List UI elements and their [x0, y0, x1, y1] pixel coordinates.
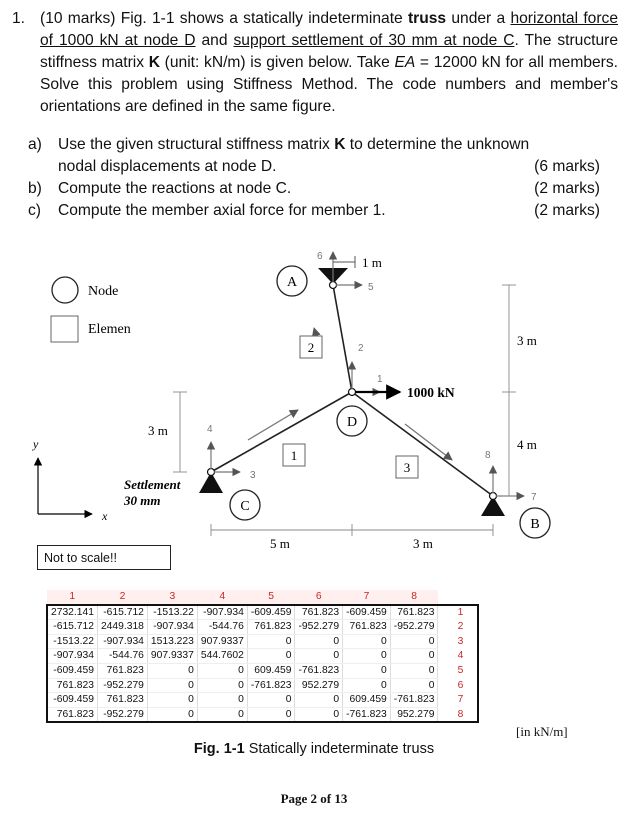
matrix-col-header: 6	[295, 590, 343, 605]
part-c	[28, 200, 606, 222]
part-a-k: K	[334, 136, 346, 153]
joint-b	[490, 493, 497, 500]
stiffness-symbol: K	[148, 54, 160, 71]
member-3-orientation-arrow	[405, 424, 452, 460]
matrix-row	[47, 707, 478, 722]
matrix-row-label: 5	[457, 664, 464, 676]
question-marks: (10 marks)	[40, 10, 116, 27]
matrix-cell: -609.459	[47, 663, 97, 678]
question-text-1: Fig. 1-1 shows a statically indeterminate	[115, 10, 408, 27]
matrix-cell: -615.712	[47, 620, 97, 635]
matrix-cell: 761.823	[295, 605, 343, 620]
question-number: 1.	[12, 10, 26, 27]
matrix-cell: 2449.318	[97, 620, 147, 635]
joint-c	[208, 469, 215, 476]
matrix-cell: -544.76	[97, 649, 147, 664]
joint-d	[349, 389, 356, 396]
code-2-label: 2	[358, 343, 364, 354]
code-1-label: 1	[377, 374, 383, 385]
matrix-cell: -952.279	[295, 620, 343, 635]
question-parts	[28, 134, 606, 222]
part-a-text	[58, 134, 529, 156]
x-axis-label: x	[102, 509, 108, 523]
part-a-marks: (6 marks)	[534, 158, 600, 175]
part-a-text-line2: nodal displacements at node D.	[58, 158, 277, 175]
member-2-line	[333, 285, 352, 392]
part-b	[28, 178, 606, 200]
matrix-row-label: 3	[457, 635, 464, 647]
legend-node-label: Node	[88, 284, 119, 299]
load-label: 1000 kN	[407, 385, 455, 400]
settlement-phrase: support settlement of 30 mm at node C	[233, 32, 515, 49]
dim-3m-right-label: 3 m	[517, 333, 537, 348]
legend-node-circle	[52, 277, 78, 303]
part-b-text: Compute the reactions at node C.	[58, 180, 292, 197]
matrix-cell: 0	[247, 649, 295, 664]
matrix-cell: -609.459	[247, 605, 295, 620]
matrix-row	[47, 678, 478, 693]
truss-word: truss	[407, 10, 447, 27]
figure-caption-text: Statically indeterminate truss	[244, 741, 435, 757]
matrix-cell: 0	[295, 707, 343, 722]
matrix-cell: 952.279	[295, 678, 343, 693]
member-1-label: 1	[290, 448, 298, 463]
legend-element-label: Elemen	[88, 322, 131, 337]
matrix-cell: 0	[295, 693, 343, 708]
matrix-cell: 0	[343, 663, 391, 678]
matrix-col-header: 3	[147, 590, 197, 605]
matrix-cell: 0	[147, 693, 197, 708]
matrix-cell: -761.823	[295, 663, 343, 678]
matrix-cell: -1513.22	[147, 605, 197, 620]
part-a-text-1: Use the given structural stiffness matrix	[58, 136, 335, 153]
part-a-line2	[28, 156, 606, 178]
part-c-marks: (2 marks)	[534, 202, 600, 219]
matrix-unit-label: [in kN/m]	[516, 724, 568, 739]
matrix-cell: 0	[390, 663, 438, 678]
ea-symbol: EA	[394, 54, 416, 71]
part-a-label: a)	[28, 136, 42, 153]
joint-a	[330, 282, 337, 289]
matrix-col-header: 2	[97, 590, 147, 605]
code-8-label: 8	[485, 450, 491, 461]
matrix-row-label: 1	[457, 606, 464, 618]
part-a-text-2: to determine the unknown	[345, 136, 530, 153]
matrix-cell: 0	[343, 678, 391, 693]
matrix-cell: 761.823	[247, 620, 295, 635]
matrix-cell: 952.279	[390, 707, 438, 722]
matrix-col-header: 1	[47, 590, 97, 605]
matrix-col-header: 5	[247, 590, 295, 605]
code-7-label: 7	[531, 492, 537, 503]
matrix-cell: -952.279	[97, 678, 147, 693]
matrix-cell: 761.823	[97, 663, 147, 678]
question-text-3: and	[195, 32, 234, 49]
matrix-cell: 907.9337	[147, 649, 197, 664]
matrix-row	[47, 634, 478, 649]
matrix-cell: 2732.141	[47, 605, 97, 620]
code-3-label: 3	[250, 470, 256, 481]
matrix-cell: 0	[197, 678, 247, 693]
question-text	[40, 8, 618, 118]
matrix-row-label: 2	[457, 621, 464, 633]
member-3-label: 3	[403, 460, 411, 475]
load-phrase: horizontal force of 1000 kN at node D	[40, 10, 618, 49]
matrix-cell: -952.279	[97, 707, 147, 722]
matrix-cell: 0	[390, 649, 438, 664]
matrix-header-spacer	[438, 590, 479, 605]
matrix-cell: 0	[343, 649, 391, 664]
matrix-cell: -761.823	[343, 707, 391, 722]
matrix-row-label: 8	[457, 708, 464, 720]
matrix-cell: 907.9337	[197, 634, 247, 649]
dim-4m-label: 4 m	[517, 437, 537, 452]
settlement-label-1: Settlement	[124, 477, 181, 492]
figure-caption	[0, 741, 628, 757]
matrix-cell: -907.934	[97, 634, 147, 649]
matrix-cell: -907.934	[47, 649, 97, 664]
matrix-cell: 0	[295, 649, 343, 664]
matrix-cell: -544.76	[197, 620, 247, 635]
matrix-cell: 0	[390, 678, 438, 693]
y-axis-label: y	[33, 437, 39, 451]
matrix-cell: 0	[247, 634, 295, 649]
matrix-cell: 0	[343, 634, 391, 649]
matrix-cell: -761.823	[247, 678, 295, 693]
part-c-text: Compute the member axial force for member 1.	[58, 202, 386, 219]
matrix-cell: -615.712	[97, 605, 147, 620]
dim-3m-left-label: 3 m	[148, 423, 168, 438]
node-d-label: D	[346, 415, 358, 430]
matrix-col-header: 4	[197, 590, 247, 605]
matrix-cell: 609.459	[343, 693, 391, 708]
dim-3m-bottom-label: 3 m	[413, 536, 433, 551]
matrix-cell: 0	[247, 707, 295, 722]
matrix-cell: 544.7602	[197, 649, 247, 664]
matrix-cell: -907.934	[197, 605, 247, 620]
matrix-row-label: 7	[457, 694, 464, 706]
node-c-label: C	[240, 499, 250, 514]
matrix-cell: -609.459	[343, 605, 391, 620]
question-text-6: = 12000 kN for all members. Solve this problem using Stiffness Method. The code numbers and member's orientations are defined in the same figure.	[40, 54, 618, 115]
code-4-label: 4	[207, 424, 213, 435]
part-a	[28, 134, 606, 156]
part-b-marks: (2 marks)	[534, 180, 600, 197]
member-1-line	[211, 392, 352, 472]
matrix-row	[47, 693, 478, 708]
matrix-cell: -952.279	[390, 620, 438, 635]
matrix-row	[47, 605, 478, 620]
matrix-cell: 0	[295, 634, 343, 649]
matrix-row	[47, 649, 478, 664]
matrix-cell: -907.934	[147, 620, 197, 635]
matrix-cell: 1513.223	[147, 634, 197, 649]
matrix-cell: -609.459	[47, 693, 97, 708]
figure-caption-number: Fig. 1-1	[193, 741, 245, 757]
matrix-cell: 0	[197, 707, 247, 722]
not-to-scale-note: Not to scale!!	[37, 545, 171, 570]
matrix-col-header: 7	[343, 590, 391, 605]
settlement-label-2: 30 mm	[124, 493, 161, 508]
matrix-col-header: 8	[390, 590, 438, 605]
node-a-label: A	[286, 275, 298, 290]
truss-figure	[0, 240, 628, 551]
matrix-cell: 761.823	[97, 693, 147, 708]
matrix-cell: 0	[197, 663, 247, 678]
question-text-4: . The structure stiffness matrix	[40, 32, 618, 71]
code-6-label: 6	[317, 251, 323, 262]
matrix-row	[47, 663, 478, 678]
question-text-5: (unit: kN/m) is given below. Take	[160, 54, 395, 71]
member-1-orientation-arrow	[248, 410, 298, 440]
matrix-cell: 0	[247, 693, 295, 708]
matrix-cell: -761.823	[390, 693, 438, 708]
matrix-cell: 0	[147, 678, 197, 693]
matrix-cell: 761.823	[47, 678, 97, 693]
matrix-cell: 761.823	[390, 605, 438, 620]
part-b-label: b)	[28, 180, 42, 197]
matrix-cell: 761.823	[47, 707, 97, 722]
matrix-cell: 0	[147, 707, 197, 722]
dim-1m-label: 1 m	[362, 255, 382, 270]
node-b-label: B	[530, 517, 540, 532]
part-c-label: c)	[28, 202, 41, 219]
matrix-cell: 0	[197, 693, 247, 708]
matrix-cell: -1513.22	[47, 634, 97, 649]
member-2-label: 2	[307, 340, 315, 355]
legend-element-square	[51, 316, 78, 342]
member-3-line	[352, 392, 493, 496]
matrix-header-row	[47, 590, 478, 605]
matrix-cell: 609.459	[247, 663, 295, 678]
page-number: Page 2 of 13	[280, 791, 348, 806]
matrix-cell: 761.823	[343, 620, 391, 635]
stiffness-matrix-table	[46, 590, 479, 723]
matrix-cell: 0	[147, 663, 197, 678]
matrix-row-label: 4	[457, 650, 464, 662]
matrix-row	[47, 620, 478, 635]
matrix-row-label: 6	[457, 679, 464, 691]
dim-5m-label: 5 m	[270, 536, 290, 551]
matrix-values	[47, 605, 478, 723]
question-text-2: under a	[446, 10, 511, 27]
code-5-label: 5	[368, 282, 374, 293]
matrix-cell: 0	[390, 634, 438, 649]
